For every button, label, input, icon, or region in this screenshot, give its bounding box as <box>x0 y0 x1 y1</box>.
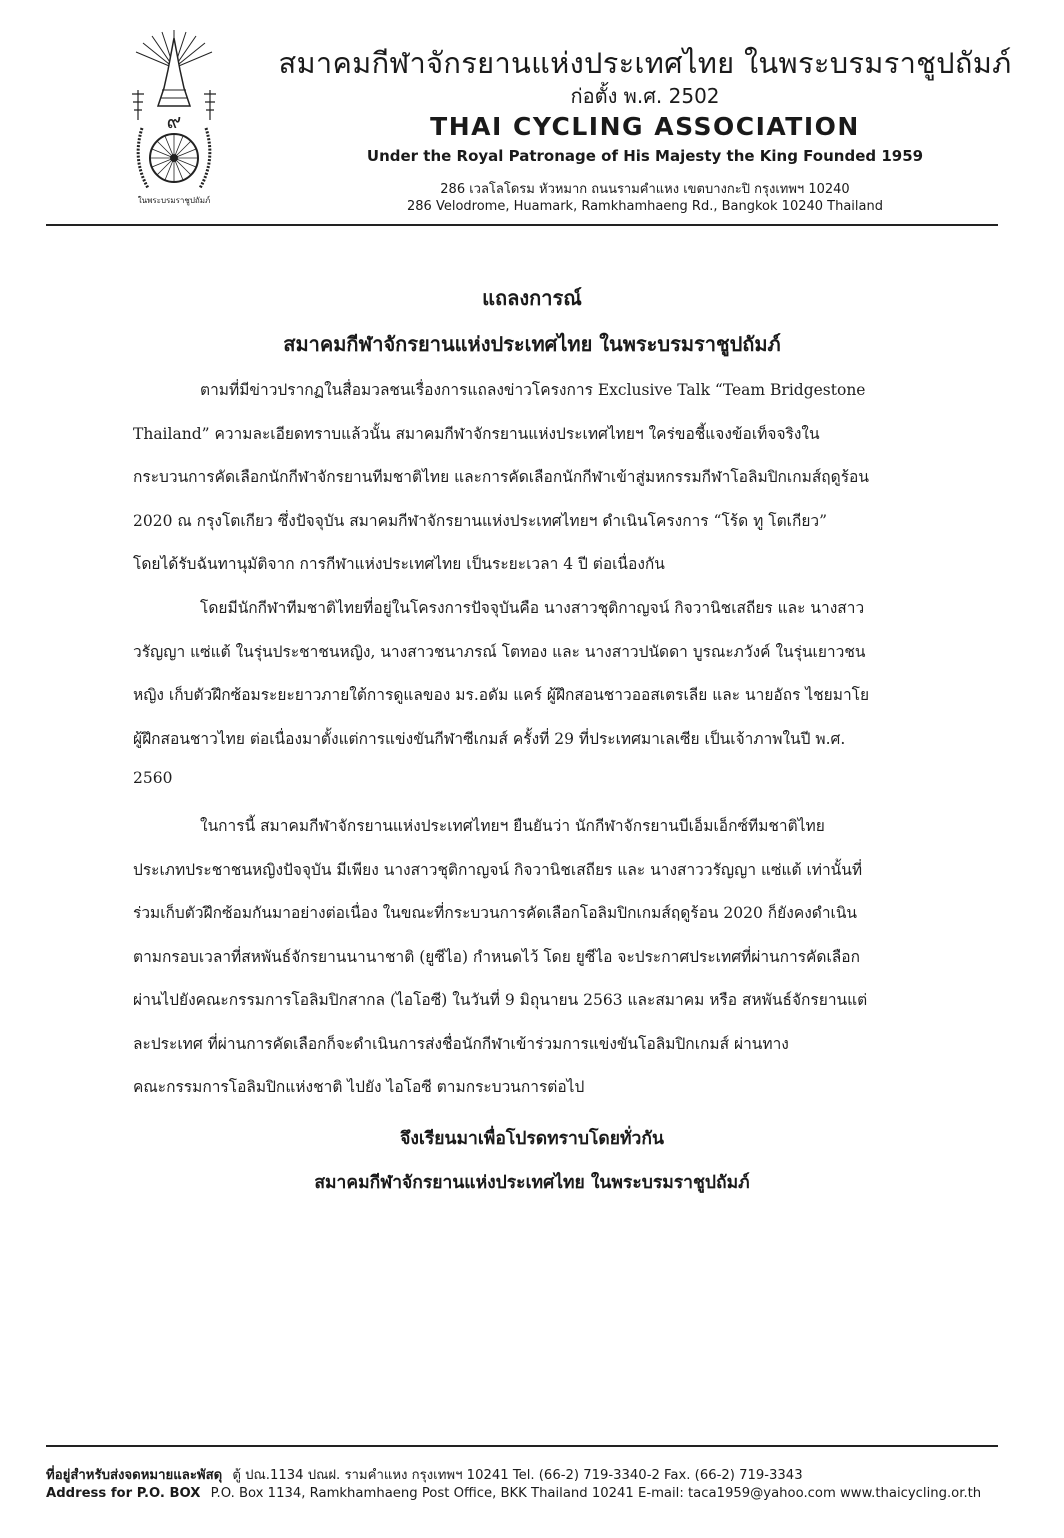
royal-patronage-line: Under the Royal Patronage of His Majesty the King Founded 1959 <box>366 147 924 165</box>
header-divider <box>46 224 998 226</box>
statement-title: แถลงการณ์ <box>482 286 582 310</box>
address-english: 286 Velodrome, Huamark, Ramkhamhaeng Rd., Bangkok 10240 Thailand <box>407 199 883 214</box>
paragraph-1 <box>133 377 971 595</box>
footer-address-thai <box>46 1464 1006 1485</box>
closing-line: จึงเรียนมาเพื่อโปรดทราบโดยทั่วกัน <box>400 1129 664 1149</box>
paragraph-line: 2020 ณ กรุงโตเกียว ซึ่งปัจจุบัน สมาคมกีฬาจักรยานแห่งประเทศไทยฯ ดำเนินโครงการ “โร้ด ทู โตเกียว” <box>133 511 828 530</box>
paragraph-line: โดยมีนักกีฬาทีมชาติไทยที่อยู่ในโครงการปัจจุบันคือ นางสาวชุติกาญจน์ กิจวานิชเสถียร และ นางสาว <box>200 599 865 617</box>
footer-label-thai: ที่อยู่สำหรับส่งจดหมายและพัสดุ <box>46 1468 223 1483</box>
paragraph-line: คณะกรรมการโอลิมปิกแห่งชาติ ไปยัง ไอโอซี ตามกระบวนการต่อไป <box>133 1078 585 1096</box>
royal-crest-logo-icon <box>118 28 230 213</box>
paragraph-line: ร่วมเก็บตัวฝึกซ้อมกันมาอย่างต่อเนื่อง ในขณะที่กระบวนการคัดเลือกโอลิมปิกเกมส์ฤดูร้อน 2020 ก็ยังคงดำเนิน <box>133 904 858 922</box>
svg-text:๙: ๙ <box>166 109 182 133</box>
paragraph-line: ละประเทศ ที่ผ่านการคัดเลือกก็จะดำเนินการส่งชื่อนักกีฬาเข้าร่วมการแข่งขันโอลิมปิกเกมส์ ผ่านทาง <box>133 1034 789 1053</box>
paragraph-2 <box>133 595 971 813</box>
founded-year: ก่อตั้ง พ.ศ. 2502 <box>570 84 720 108</box>
paragraph-3 <box>133 813 971 1118</box>
paragraph-line: กระบวนการคัดเลือกนักกีฬาจักรยานทีมชาติไทย และการคัดเลือกนักกีฬาเข้าสู่มหกรรมกีฬาโอลิมปิกเกมส์ฤดูร้อน <box>133 468 869 486</box>
paragraph-line: โดยได้รับฉันทานุมัติจาก การกีฬาแห่งประเทศไทย เป็นระยะเวลา 4 ปี ต่อเนื่องกัน <box>133 555 665 573</box>
footer-text-english: P.O. Box 1134, Ramkhamhaeng Post Office, BKK Thailand 10241 E-mail: taca1959@yahoo.com www.thaicycling.or.th <box>210 1486 982 1501</box>
paragraph-line: 2560 <box>133 769 173 787</box>
footer-text-thai: ตู้ ปณ.1134 ปณฝ. รามคำแหง กรุงเทพฯ 10241 Tel. (66-2) 719-3340-2 Fax. (66-2) 719-3343 <box>232 1468 803 1483</box>
paragraph-line: Thailand” ความละเอียดทราบแล้วนั้น สมาคมกีฬาจักรยานแห่งประเทศไทยฯ ใคร่ขอชี้แจงข้อเท็จจริงใน <box>133 424 820 443</box>
paragraph-line: ประเภทประชาชนหญิงปัจจุบัน มีเพียง นางสาวชุติกาญจน์ กิจวานิชเสถียร และ นางสาววรัญญา แซ่แต้ เท่านั้นที่ <box>133 860 863 879</box>
paragraph-line: ตามที่มีข่าวปรากฏในสื่อมวลชนเรื่องการแถลงข่าวโครงการ Exclusive Talk “Team Bridgestone <box>200 381 866 399</box>
statement-subtitle: สมาคมกีฬาจักรยานแห่งประเทศไทย ในพระบรมราชูปถัมภ์ <box>283 332 781 356</box>
org-name-thai: สมาคมกีฬาจักรยานแห่งประเทศไทย ในพระบรมราชูปถัมภ์ <box>278 46 1012 80</box>
paragraph-line: วรัญญา แซ่แต้ ในรุ่นประชาชนหญิง, นางสาวชนาภรณ์ โตทอง และ นางสาวปนัดดา บูรณะภวังค์ ในรุ่นเยาวชน <box>133 642 866 661</box>
closing-signatory: สมาคมกีฬาจักรยานแห่งประเทศไทย ในพระบรมราชูปถัมภ์ <box>314 1173 750 1193</box>
org-name-english: THAI CYCLING ASSOCIATION <box>430 112 860 141</box>
paragraph-line: ในการนี้ สมาคมกีฬาจักรยานแห่งประเทศไทยฯ ยืนยันว่า นักกีฬาจักรยานบีเอ็มเอ็กซ์ทีมชาติไทย <box>200 817 825 835</box>
footer-divider <box>46 1445 998 1447</box>
footer-label-english: Address for P.O. BOX <box>46 1486 201 1501</box>
paragraph-line: ผู้ฝึกสอนชาวไทย ต่อเนื่องมาตั้งแต่การแข่งขันกีฬาซีเกมส์ ครั้งที่ 29 ที่ประเทศมาเลเซีย เป็นเจ้าภาพในปี พ.ศ. <box>133 729 846 748</box>
footer-address-english <box>46 1486 1006 1501</box>
paragraph-line: หญิง เก็บตัวฝึกซ้อมระยะยาวภายใต้การดูแลของ มร.อดัม แคร์ ผู้ฝึกสอนชาวออสเตรเลีย และ นายอัถร ไชยมาโย <box>133 686 870 704</box>
logo-caption: ในพระบรมราชูปถัมภ์ <box>137 196 211 205</box>
paragraph-line: ตามกรอบเวลาที่สหพันธ์จักรยานนานาชาติ (ยูซีไอ) กำหนดไว้ โดย ยูซีไอ จะประกาศประเทศที่ผ่านการคัดเลือก <box>133 947 860 966</box>
address-thai: 286 เวลโลโดรม หัวหมาก ถนนรามคำแหง เขตบางกะปิ กรุงเทพฯ 10240 <box>440 182 850 197</box>
paragraph-line: ผ่านไปยังคณะกรรมการโอลิมปิกสากล (ไอโอซี) ในวันที่ 9 มิถุนายน 2563 และสมาคม หรือ สหพันธ์จักรยานแต่ <box>133 991 868 1009</box>
